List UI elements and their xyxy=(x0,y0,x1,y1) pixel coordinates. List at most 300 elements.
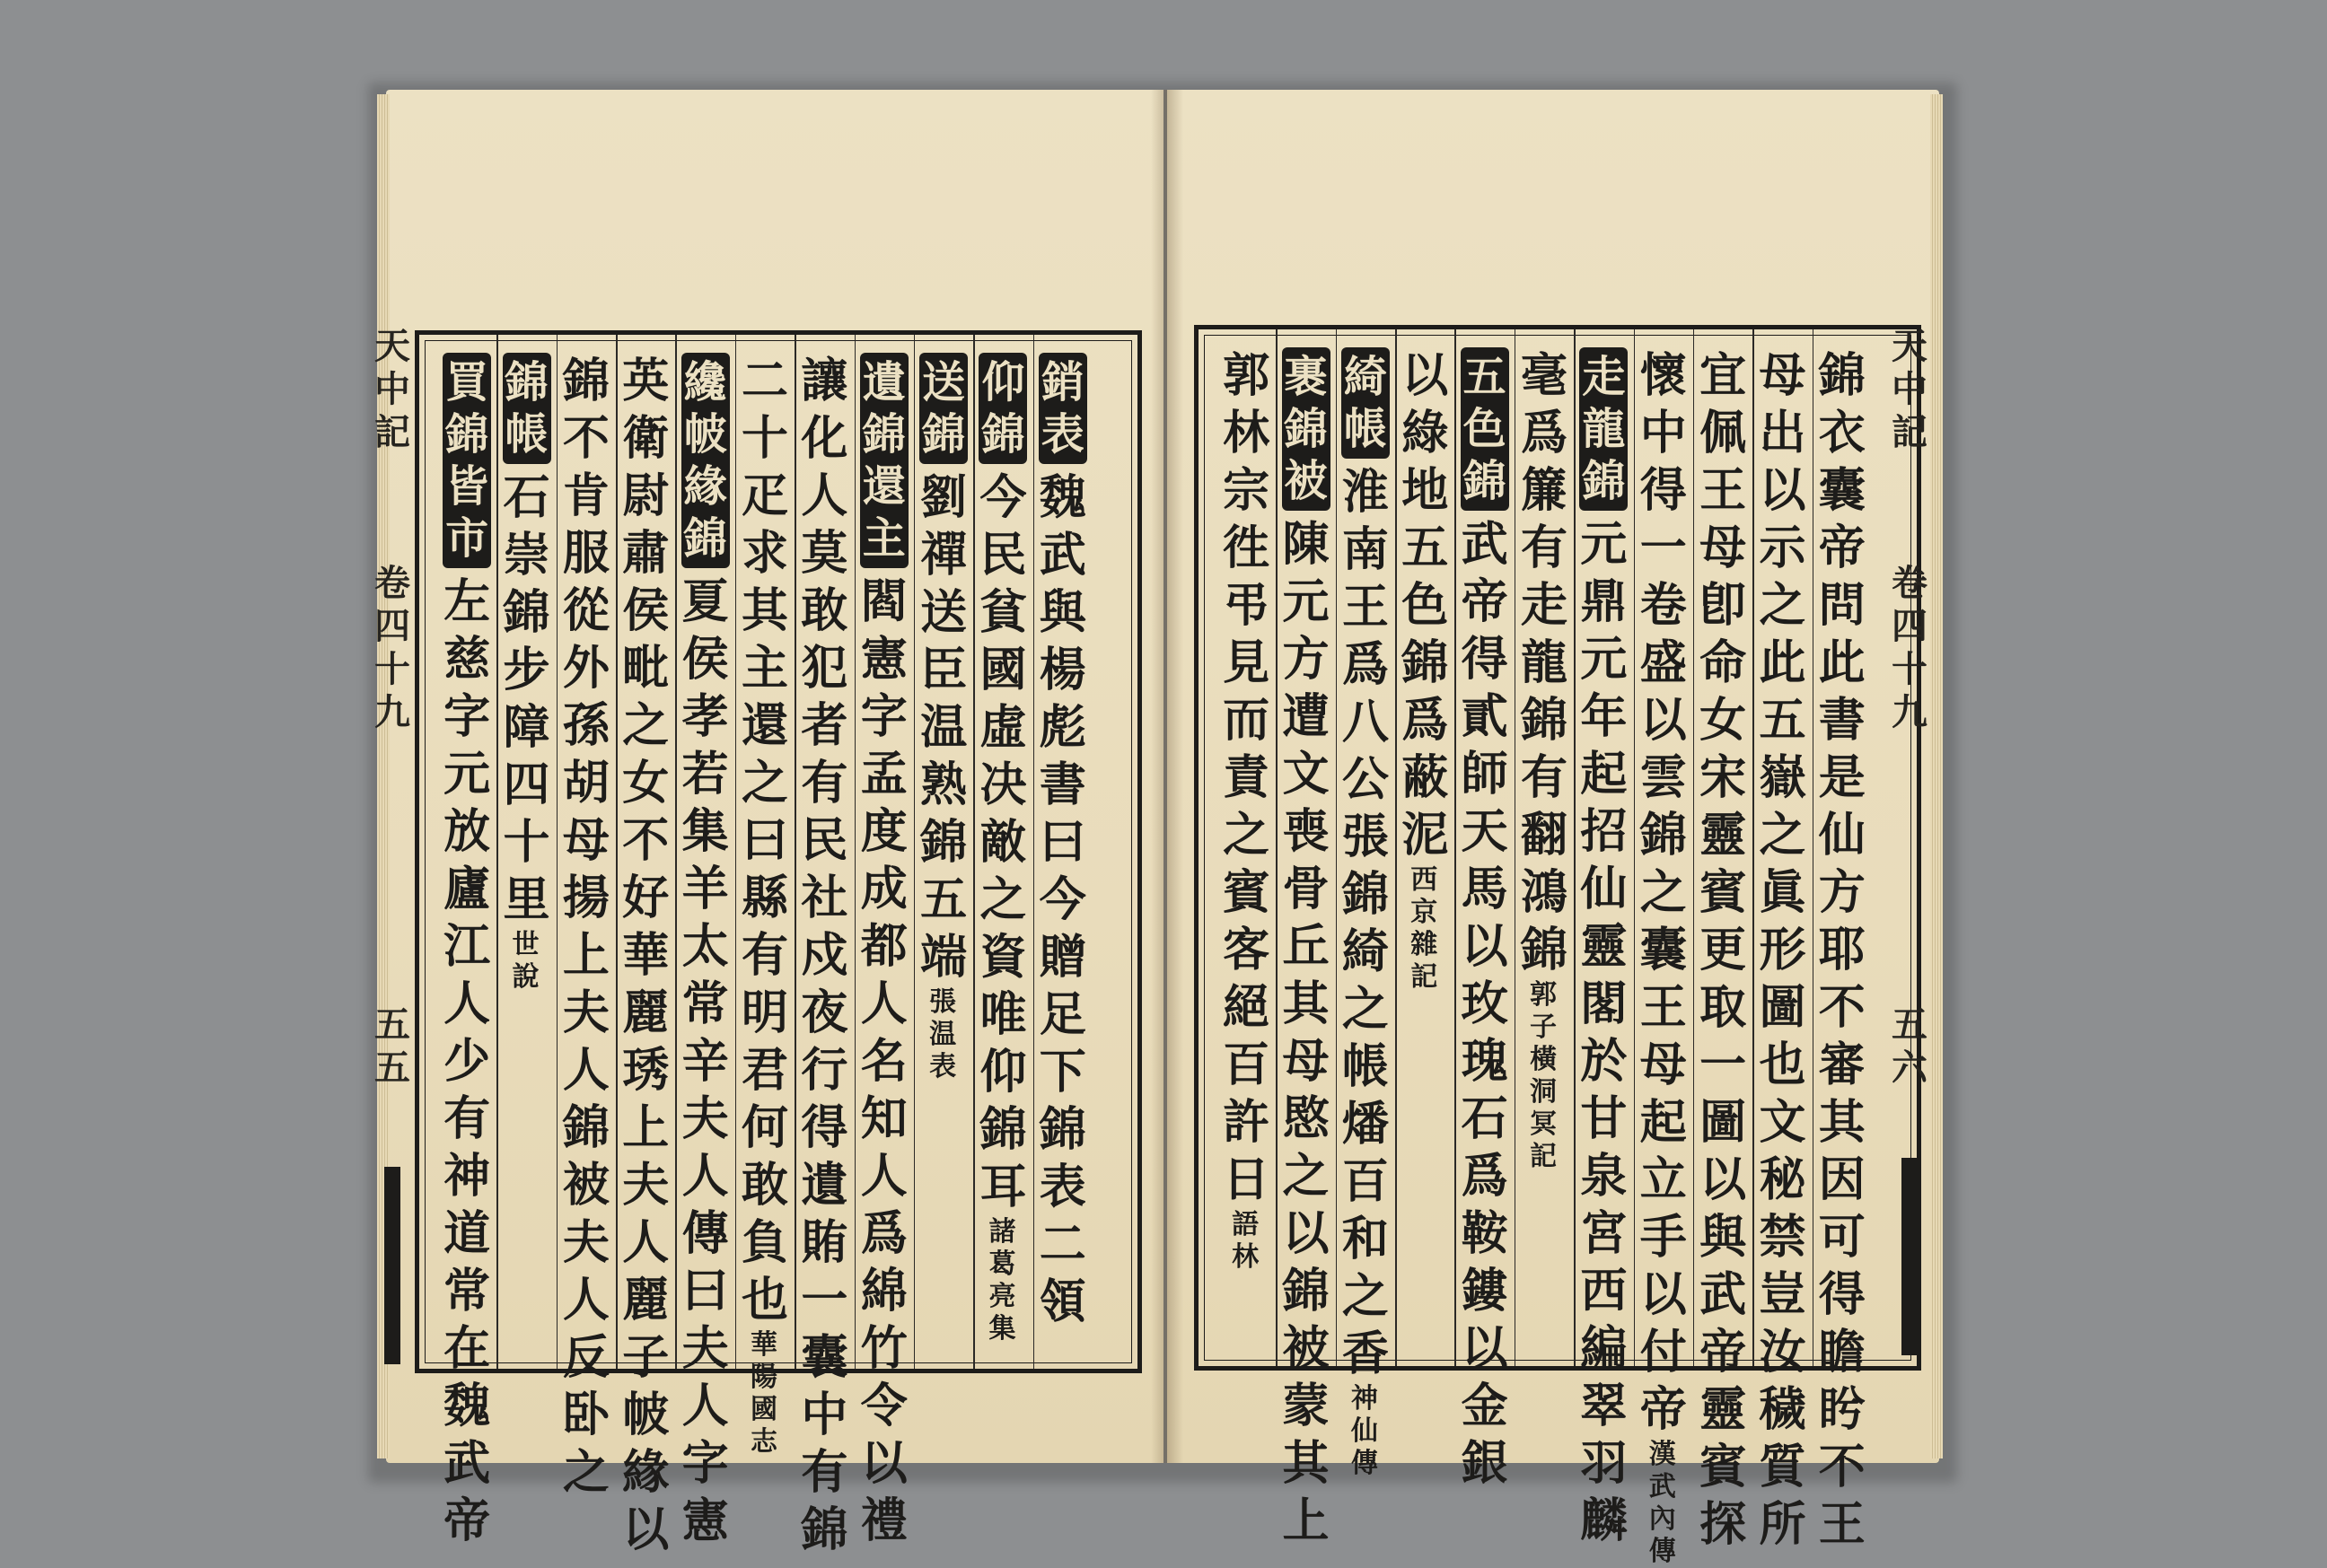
column-rule xyxy=(1276,329,1278,1366)
body-char: 得 xyxy=(1461,632,1508,687)
body-char: 得 xyxy=(801,1100,848,1155)
body-char: 帝 xyxy=(1699,1325,1747,1380)
body-char: 元 xyxy=(1580,517,1628,572)
body-char: 蔽 xyxy=(1401,750,1449,805)
body-char: 反 xyxy=(562,1330,610,1385)
body-char: 爲 xyxy=(1401,693,1449,748)
body-char: 熟 xyxy=(920,758,968,812)
body-char: 鼎 xyxy=(1580,574,1628,629)
body-char: 綿 xyxy=(860,1264,908,1318)
text-column xyxy=(439,353,495,1550)
body-char: 南 xyxy=(1341,522,1389,577)
body-char: 疋 xyxy=(741,469,788,523)
body-char: 母 xyxy=(1282,1034,1330,1089)
body-char: 禪 xyxy=(920,528,968,583)
body-char: 步 xyxy=(503,643,550,697)
body-char: 林 xyxy=(1223,406,1270,460)
note-char: 世 xyxy=(512,929,540,960)
body-char: 錦 xyxy=(1520,693,1567,748)
body-char: 尉 xyxy=(622,469,670,523)
body-char: 是 xyxy=(1818,750,1866,805)
body-char: 日 xyxy=(1223,1152,1270,1207)
body-char: 縣 xyxy=(741,871,788,925)
body-char: 骨 xyxy=(1282,862,1330,916)
body-char: 責 xyxy=(1223,750,1270,805)
body-char: 武 xyxy=(1699,1267,1747,1322)
note-char: 陽 xyxy=(751,1362,777,1393)
body-char: 郭 xyxy=(1223,348,1270,403)
text-column xyxy=(1457,347,1513,1493)
body-char: 彪 xyxy=(1039,700,1086,755)
left-fishtail-bar xyxy=(384,1167,400,1364)
body-char: 夜 xyxy=(801,985,848,1040)
body-char: 其 xyxy=(1282,977,1330,1031)
body-char: 更 xyxy=(1699,923,1747,977)
body-char: 被 xyxy=(1282,1321,1330,1376)
banxin-char: 天 xyxy=(374,325,410,367)
banxin-char: 九 xyxy=(1892,691,1927,733)
body-char: 泥 xyxy=(1401,808,1449,863)
body-char: 錦 xyxy=(503,585,550,640)
body-char: 以 xyxy=(1639,693,1687,748)
banxin-char: 六 xyxy=(1892,1047,1927,1089)
body-char: 佩 xyxy=(1699,406,1747,460)
body-char: 圖 xyxy=(1759,980,1806,1035)
body-char: 靈 xyxy=(1580,919,1628,974)
banxin-char: 五 xyxy=(374,1047,410,1089)
body-char: 中 xyxy=(1639,406,1687,460)
note-char: 諸 xyxy=(988,1216,1016,1248)
banxin-char: 九 xyxy=(374,691,410,733)
note-char: 國 xyxy=(751,1394,777,1425)
heading-char: 錦 xyxy=(683,513,727,564)
body-char: 道 xyxy=(443,1206,491,1261)
body-char: 傳 xyxy=(681,1206,729,1261)
body-char: 爲 xyxy=(1520,406,1567,460)
note-char: 子 xyxy=(1530,1012,1557,1043)
body-char: 出 xyxy=(1759,406,1806,460)
body-char: 錦 xyxy=(979,1102,1027,1157)
body-char: 竹 xyxy=(860,1321,908,1376)
body-char: 魏 xyxy=(1039,470,1086,525)
body-char: 憲 xyxy=(860,632,908,687)
body-char: 孫 xyxy=(562,698,610,753)
body-char: 衛 xyxy=(622,411,670,466)
body-char: 之 xyxy=(1341,982,1389,1037)
body-char: 字 xyxy=(443,689,491,744)
body-char: 石 xyxy=(503,470,550,525)
body-char: 夏 xyxy=(681,574,729,629)
body-char: 太 xyxy=(681,919,729,974)
body-char: 以 xyxy=(1401,348,1449,403)
body-char: 何 xyxy=(741,1100,788,1155)
note-char: 温 xyxy=(929,1019,957,1050)
body-char: 集 xyxy=(681,804,729,859)
body-char: 之 xyxy=(741,756,788,810)
body-char: 卽 xyxy=(1699,578,1747,633)
body-char: 不 xyxy=(622,813,670,868)
heading-char: 被 xyxy=(1284,456,1328,506)
banxin-volume xyxy=(374,562,410,734)
body-char: 王 xyxy=(1699,463,1747,518)
heading-char: 錦 xyxy=(981,409,1025,460)
body-char: 都 xyxy=(860,919,908,974)
body-char: 廬 xyxy=(443,862,491,916)
body-char: 公 xyxy=(1341,752,1389,807)
body-char: 令 xyxy=(860,1379,908,1433)
body-char: 少 xyxy=(443,1034,491,1089)
body-char: 被 xyxy=(562,1158,610,1213)
body-char: 帝 xyxy=(443,1494,491,1548)
body-char: 與 xyxy=(1699,1210,1747,1265)
note-char: 京 xyxy=(1410,897,1438,928)
text-column xyxy=(1516,347,1572,1173)
body-char: 字 xyxy=(681,1436,729,1491)
body-char: 鴻 xyxy=(1520,865,1567,920)
body-char: 可 xyxy=(1818,1210,1866,1265)
note-char: 記 xyxy=(1530,1141,1557,1172)
body-char: 耶 xyxy=(1818,923,1866,977)
entry-heading-label xyxy=(1282,347,1330,511)
body-char: 王 xyxy=(1639,980,1687,1035)
body-char: 書 xyxy=(1039,758,1086,812)
body-char: 資 xyxy=(979,930,1027,985)
body-char: 之 xyxy=(1759,808,1806,863)
body-char: 一 xyxy=(1699,1038,1747,1092)
heading-char: 買 xyxy=(445,357,489,407)
body-char: 和 xyxy=(1341,1212,1389,1266)
banxin-title xyxy=(374,325,410,454)
body-char: 唯 xyxy=(979,987,1027,1042)
body-char: 曰 xyxy=(681,1264,729,1318)
body-char: 書 xyxy=(1818,693,1866,748)
column-rule xyxy=(735,335,737,1369)
heading-char: 仰 xyxy=(981,357,1025,407)
body-char: 表 xyxy=(1039,1160,1086,1214)
body-char: 綠 xyxy=(1401,406,1449,460)
body-char: 一 xyxy=(1639,521,1687,575)
body-char: 人 xyxy=(801,469,848,523)
note-char: 記 xyxy=(1410,961,1438,993)
body-char: 靈 xyxy=(1699,1382,1747,1437)
banxin-char: 十 xyxy=(374,648,410,690)
banxin-char: 四 xyxy=(374,605,410,647)
body-char: 錦 xyxy=(1282,1264,1330,1318)
text-column xyxy=(1754,347,1810,1554)
body-char: 人 xyxy=(860,1149,908,1204)
text-column xyxy=(975,353,1031,1345)
body-char: 以 xyxy=(1699,1152,1747,1207)
body-char: 名 xyxy=(860,1034,908,1089)
body-char: 錦 xyxy=(920,815,968,870)
body-char: 文 xyxy=(1282,747,1330,802)
body-char: 送 xyxy=(920,585,968,640)
banxin-volume xyxy=(1892,562,1927,734)
note-char: 華 xyxy=(751,1329,777,1361)
body-char: 汝 xyxy=(1759,1325,1806,1380)
body-char: 翠 xyxy=(1580,1379,1628,1433)
body-char: 以 xyxy=(1461,1321,1508,1376)
banxin-char: 五 xyxy=(374,1003,410,1046)
source-note xyxy=(1232,1209,1259,1274)
text-column xyxy=(1278,347,1334,1550)
heading-char: 走 xyxy=(1582,352,1626,402)
body-char: 瞻 xyxy=(1818,1325,1866,1380)
body-char: 帝 xyxy=(1461,574,1508,629)
body-char: 淮 xyxy=(1341,465,1389,520)
body-char: 有 xyxy=(801,756,848,810)
body-char: 領 xyxy=(1039,1275,1086,1329)
source-note xyxy=(988,1216,1015,1345)
body-char: 社 xyxy=(801,871,848,925)
body-char: 宮 xyxy=(1580,1206,1628,1261)
heading-char: 五 xyxy=(1462,352,1506,402)
body-char: 遺 xyxy=(801,1158,848,1213)
body-char: 知 xyxy=(860,1091,908,1146)
body-char: 穢 xyxy=(1759,1382,1806,1437)
body-char: 以 xyxy=(860,1436,908,1491)
column-rule xyxy=(557,335,558,1369)
body-char: 徃 xyxy=(1223,521,1270,575)
body-char: 閻 xyxy=(860,574,908,629)
entry-heading-label xyxy=(860,353,909,568)
body-char: 中 xyxy=(801,1388,848,1442)
body-char: 麗 xyxy=(622,1273,670,1327)
note-char: 語 xyxy=(1232,1209,1260,1240)
heading-char: 帳 xyxy=(505,409,549,460)
body-char: 民 xyxy=(801,813,848,868)
body-char: 不 xyxy=(562,411,610,466)
entry-heading-label xyxy=(681,353,730,568)
body-char: 敢 xyxy=(741,1158,788,1213)
text-column xyxy=(1035,353,1091,1331)
body-char: 孟 xyxy=(860,747,908,802)
body-char: 人 xyxy=(681,1379,729,1433)
body-char: 問 xyxy=(1818,578,1866,633)
body-char: 與 xyxy=(1039,585,1086,640)
body-char: 在 xyxy=(443,1321,491,1376)
body-char: 崇 xyxy=(503,528,550,583)
body-char: 里 xyxy=(503,872,550,927)
body-char: 以 xyxy=(1639,1267,1687,1322)
body-char: 也 xyxy=(1759,1038,1806,1092)
entry-heading-label xyxy=(1461,347,1509,511)
body-char: 錦 xyxy=(1401,635,1449,690)
body-char: 燔 xyxy=(1341,1097,1389,1152)
body-char: 犯 xyxy=(801,641,848,696)
body-char: 孝 xyxy=(681,689,729,744)
body-char: 明 xyxy=(741,985,788,1040)
body-char: 賓 xyxy=(1699,865,1747,920)
text-column xyxy=(1636,347,1691,1568)
body-char: 遭 xyxy=(1282,689,1330,744)
body-char: 其 xyxy=(1282,1436,1330,1491)
body-char: 卷 xyxy=(1639,578,1687,633)
body-char: 也 xyxy=(741,1273,788,1327)
body-char: 十 xyxy=(741,411,788,466)
body-char: 其 xyxy=(1818,1095,1866,1150)
book-gutter xyxy=(1151,90,1183,1463)
left-print-frame xyxy=(415,330,1142,1557)
body-char: 一 xyxy=(801,1273,848,1327)
body-char: 端 xyxy=(920,930,968,985)
body-char: 帔 xyxy=(622,1388,670,1442)
body-char: 魏 xyxy=(443,1379,491,1433)
body-char: 肅 xyxy=(622,526,670,581)
body-char: 讓 xyxy=(801,354,848,408)
body-char: 方 xyxy=(1282,632,1330,687)
heading-char: 錦 xyxy=(862,409,906,460)
body-char: 爲 xyxy=(1461,1149,1508,1204)
body-char: 左 xyxy=(443,574,491,629)
source-note xyxy=(751,1329,777,1459)
body-char: 王 xyxy=(1818,1497,1866,1552)
body-char: 秘 xyxy=(1759,1152,1806,1207)
column-rule xyxy=(1813,329,1814,1366)
body-char: 付 xyxy=(1639,1325,1687,1380)
body-char: 卧 xyxy=(562,1388,610,1442)
heading-char: 色 xyxy=(1462,404,1506,454)
body-char: 帳 xyxy=(1341,1039,1389,1094)
body-char: 宋 xyxy=(1699,750,1747,805)
body-char: 之 xyxy=(622,698,670,753)
note-char: 表 xyxy=(929,1051,957,1082)
note-char: 雜 xyxy=(1410,929,1438,960)
body-char: 之 xyxy=(979,872,1027,927)
note-char: 西 xyxy=(1410,864,1438,896)
body-char: 鏤 xyxy=(1461,1264,1508,1318)
banxin-char: 五 xyxy=(1892,1003,1927,1046)
entry-heading-label xyxy=(919,353,968,464)
body-char: 天 xyxy=(1461,804,1508,859)
body-char: 嶽 xyxy=(1759,750,1806,805)
body-char: 行 xyxy=(801,1043,848,1098)
body-char: 銀 xyxy=(1461,1436,1508,1491)
body-char: 命 xyxy=(1699,635,1747,690)
body-char: 毫 xyxy=(1520,348,1567,403)
body-char: 子 xyxy=(622,1330,670,1385)
body-char: 華 xyxy=(622,928,670,983)
body-char: 胡 xyxy=(562,756,610,810)
body-char: 於 xyxy=(1580,1034,1628,1089)
body-char: 武 xyxy=(1461,517,1508,572)
body-char: 探 xyxy=(1699,1497,1747,1552)
heading-char: 龍 xyxy=(1582,404,1626,454)
body-char: 侯 xyxy=(622,583,670,638)
heading-char: 皆 xyxy=(445,461,489,512)
body-char: 不 xyxy=(1818,1440,1866,1494)
body-char: 百 xyxy=(1223,1038,1270,1092)
body-char: 得 xyxy=(1818,1267,1866,1322)
body-char: 弔 xyxy=(1223,578,1270,633)
body-char: 元 xyxy=(1282,574,1330,629)
text-column xyxy=(678,353,733,1550)
note-char: 亮 xyxy=(988,1281,1016,1312)
body-char: 香 xyxy=(1341,1327,1389,1381)
body-char: 百 xyxy=(1341,1154,1389,1209)
body-char: 其 xyxy=(741,583,788,638)
body-char: 五 xyxy=(920,872,968,927)
banxin-char: 十 xyxy=(1892,648,1927,690)
body-char: 從 xyxy=(562,583,610,638)
text-column xyxy=(1695,347,1751,1554)
body-char: 賓 xyxy=(1699,1440,1747,1494)
body-char: 五 xyxy=(1759,693,1806,748)
body-char: 瑰 xyxy=(1461,1034,1508,1089)
right-page-edge xyxy=(1930,94,1943,1459)
body-char: 示 xyxy=(1759,521,1806,575)
heading-char: 主 xyxy=(862,513,906,564)
body-char: 喪 xyxy=(1282,804,1330,859)
column-rule xyxy=(1033,335,1035,1369)
body-char: 曰 xyxy=(741,813,788,868)
body-char: 十 xyxy=(503,815,550,870)
note-char: 志 xyxy=(751,1426,777,1458)
heading-char: 裹 xyxy=(1284,352,1328,402)
body-char: 元 xyxy=(443,747,491,802)
body-char: 温 xyxy=(920,700,968,755)
body-char: 審 xyxy=(1818,1038,1866,1092)
source-note xyxy=(1410,864,1437,994)
body-char: 帝 xyxy=(1639,1382,1687,1437)
body-char: 母 xyxy=(1699,521,1747,575)
body-char: 以 xyxy=(1461,919,1508,974)
body-char: 取 xyxy=(1699,980,1747,1035)
body-char: 敢 xyxy=(801,583,848,638)
body-char: 若 xyxy=(681,747,729,802)
body-char: 武 xyxy=(443,1436,491,1491)
heading-char: 遺 xyxy=(862,357,906,407)
body-char: 主 xyxy=(741,641,788,696)
body-char: 起 xyxy=(1639,1095,1687,1150)
note-char: 橫 xyxy=(1530,1044,1557,1075)
body-char: 外 xyxy=(562,641,610,696)
heading-char: 緣 xyxy=(683,461,727,512)
body-char: 有 xyxy=(443,1091,491,1146)
banxin-char: 四 xyxy=(1892,605,1927,647)
note-char: 傳 xyxy=(1350,1448,1378,1479)
body-char: 夫 xyxy=(681,1321,729,1376)
text-column xyxy=(499,353,555,994)
body-char: 之 xyxy=(562,1445,610,1500)
body-char: 閣 xyxy=(1580,977,1628,1031)
banxin-char: 中 xyxy=(1892,368,1927,410)
body-char: 英 xyxy=(622,354,670,408)
body-char: 招 xyxy=(1580,804,1628,859)
body-char: 玫 xyxy=(1461,977,1508,1031)
body-char: 民 xyxy=(979,528,1027,583)
body-char: 劉 xyxy=(920,470,968,525)
note-char: 葛 xyxy=(988,1248,1016,1280)
body-char: 丘 xyxy=(1282,919,1330,974)
body-char: 賄 xyxy=(801,1215,848,1270)
body-char: 許 xyxy=(1223,1095,1270,1150)
body-char: 之 xyxy=(1639,865,1687,920)
body-char: 上 xyxy=(562,928,610,983)
body-char: 仙 xyxy=(1580,862,1628,916)
source-note xyxy=(513,929,540,994)
body-char: 錦 xyxy=(562,1100,610,1155)
body-char: 者 xyxy=(801,698,848,753)
body-char: 翻 xyxy=(1520,808,1567,863)
body-char: 囊 xyxy=(1818,463,1866,518)
body-char: 好 xyxy=(622,871,670,925)
body-char: 編 xyxy=(1580,1321,1628,1376)
body-char: 有 xyxy=(801,1445,848,1500)
banxin-char: 中 xyxy=(374,368,410,410)
body-char: 此 xyxy=(1818,635,1866,690)
body-char: 蒙 xyxy=(1282,1379,1330,1433)
